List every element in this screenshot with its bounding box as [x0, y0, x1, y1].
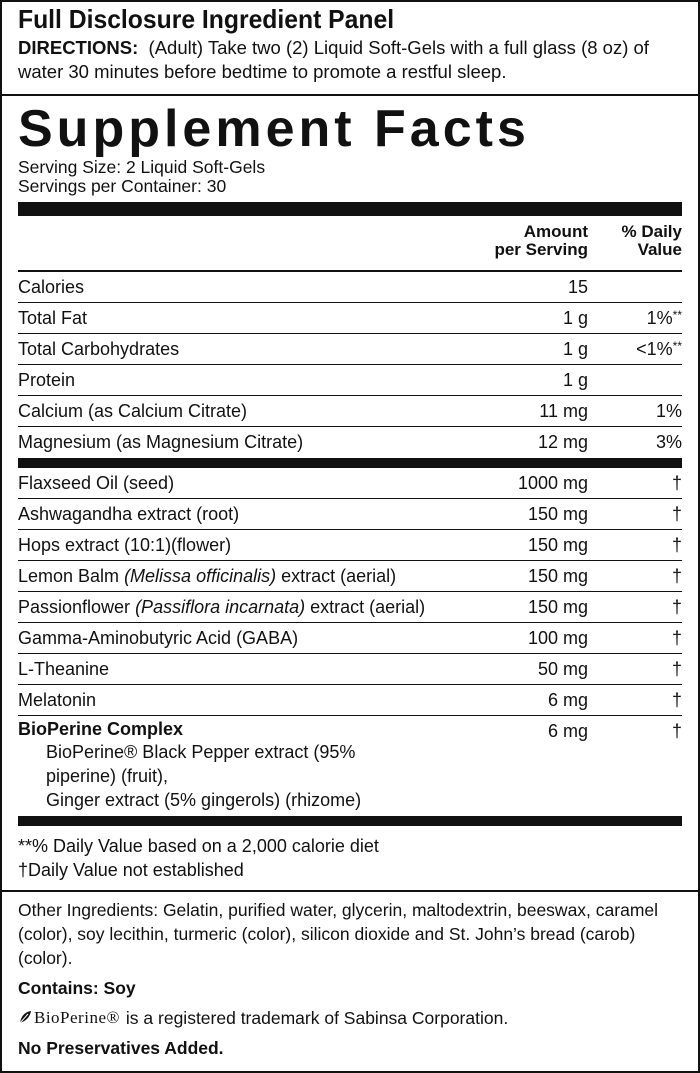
- row-name: [18, 566, 428, 587]
- divider-bar: [18, 458, 682, 468]
- row-amount: 15: [567, 276, 588, 297]
- amount-header: [478, 223, 588, 270]
- row-name-text: Total Carbohydrates: [18, 338, 180, 359]
- complex-name-block: [18, 719, 428, 812]
- row-amount: 150 mg: [527, 503, 588, 524]
- row-dv-text: 1%: [655, 400, 682, 421]
- row-name-suffix: extract (aerial): [276, 565, 397, 586]
- row-amount: 50 mg: [537, 658, 588, 679]
- row-daily-value: [588, 690, 682, 711]
- row-dv-mark: **: [672, 338, 682, 353]
- dv-footnote: **% Daily Value based on a 2,000 calorie diet: [18, 836, 379, 856]
- row-name: [18, 473, 428, 494]
- row-name-text: Protein: [18, 369, 76, 390]
- row-name-suffix: extract (aerial): [305, 596, 426, 617]
- row-name: [18, 535, 428, 556]
- row-dv-text: <1%: [636, 338, 673, 359]
- row-name-text: Gamma-Aminobutyric Acid (GABA): [18, 627, 299, 648]
- row-name-text: Total Fat: [18, 307, 88, 328]
- no-preservatives: No Preservatives Added.: [18, 1038, 224, 1058]
- row-amount: 100 mg: [527, 627, 588, 648]
- row-daily-value: [588, 566, 682, 587]
- row-name: [18, 597, 428, 618]
- row-name-text: Calories: [18, 276, 85, 297]
- row-name-text: Hops extract (10:1)(flower): [18, 534, 232, 555]
- row-amount: 1 g: [562, 369, 588, 390]
- row-name: [18, 339, 428, 360]
- supplement-facts: [2, 100, 698, 826]
- divider-bar: [18, 816, 682, 826]
- complex-dv: †: [671, 721, 682, 741]
- dv-header-line1: % Daily: [621, 222, 682, 241]
- row-name: [18, 504, 428, 525]
- row-name-text: Ashwagandha extract (root): [18, 503, 240, 524]
- row-daily-value: [588, 659, 682, 680]
- row-amount: 6 mg: [547, 689, 588, 710]
- amount-header-line2: per Serving: [494, 240, 588, 259]
- dagger-footnote: †Daily Value not established: [18, 860, 244, 880]
- complex-name: BioPerine Complex: [18, 719, 184, 739]
- nutrient-list: [18, 272, 682, 458]
- directions-label: DIRECTIONS:: [18, 37, 139, 58]
- row-daily-value: [588, 432, 682, 453]
- row-amount: 1 g: [562, 307, 588, 328]
- table-row: [18, 623, 682, 654]
- row-dv-text: †: [671, 596, 682, 617]
- row-dv-text: 1%: [646, 307, 673, 328]
- row-daily-value: [588, 535, 682, 556]
- row-name-latin: (Melissa officinalis): [124, 565, 277, 586]
- row-name: [18, 690, 428, 711]
- row-name-text: Melatonin: [18, 689, 97, 710]
- table-row: [18, 499, 682, 530]
- allergen-statement: Contains: Soy: [18, 978, 136, 998]
- row-daily-value: [588, 473, 682, 494]
- table-row: [18, 427, 682, 458]
- complex-line2: Ginger extract (5% gingerols) (rhizome): [46, 790, 362, 810]
- table-row: [18, 654, 682, 685]
- trademark-text: is a registered trademark of Sabinsa Corporation.: [125, 1008, 509, 1028]
- serving-size: Serving Size: 2 Liquid Soft-Gels: [18, 157, 266, 177]
- servings-per-container: Servings per Container: 30: [18, 176, 227, 196]
- row-name-text: Passionflower: [18, 596, 136, 617]
- row-dv-text: †: [671, 689, 682, 710]
- table-row: [18, 272, 682, 303]
- row-dv-text: †: [671, 534, 682, 555]
- row-daily-value: [588, 401, 682, 422]
- directions-text: (Adult) Take two (2) Liquid Soft-Gels with a full glass (8 oz) of water 30 minutes before bedtime to promote a restful sleep.: [18, 37, 649, 82]
- row-daily-value: [588, 628, 682, 649]
- table-row: [18, 396, 682, 427]
- row-amount: 12 mg: [537, 432, 588, 452]
- row-daily-value: [588, 308, 682, 329]
- table-row: [18, 303, 682, 334]
- other-info: [2, 892, 698, 1060]
- bioperine-complex-row: [18, 716, 682, 816]
- row-amount: 1 g: [562, 338, 588, 359]
- row-dv-text: †: [671, 627, 682, 648]
- row-daily-value: [588, 504, 682, 525]
- row-amount: 11 mg: [539, 400, 588, 421]
- row-dv-text: †: [671, 503, 682, 524]
- row-name-text: Magnesium (as Magnesium Citrate): [18, 432, 304, 452]
- bioperine-logo: [18, 1006, 120, 1030]
- divider-bar: [18, 202, 682, 216]
- complex-line1: BioPerine® Black Pepper extract (95% piperine) (fruit),: [46, 742, 356, 786]
- row-dv-text: †: [671, 565, 682, 586]
- row-amount: 1000 mg: [517, 472, 588, 493]
- row-daily-value: [588, 597, 682, 618]
- table-row: [18, 685, 682, 716]
- row-amount: 150 mg: [527, 534, 588, 555]
- row-name: [18, 432, 428, 453]
- row-name-text: L-Theanine: [18, 658, 110, 679]
- leaf-icon: [18, 1010, 32, 1024]
- directions: [18, 36, 682, 84]
- row-dv-text: 3%: [655, 432, 682, 452]
- row-amount: 150 mg: [527, 596, 588, 617]
- facts-title: Supplement Facts: [18, 100, 530, 158]
- panel-title: Full Disclosure Ingredient Panel: [18, 4, 395, 34]
- table-row: [18, 592, 682, 623]
- panel-header: [2, 2, 698, 96]
- row-name: [18, 370, 428, 391]
- row-name: [18, 401, 428, 422]
- row-amount: 150 mg: [527, 565, 588, 586]
- row-name: [18, 628, 428, 649]
- row-name: [18, 277, 428, 298]
- dv-header-line2: Value: [637, 240, 682, 259]
- row-name-latin: (Passiflora incarnata): [135, 596, 306, 617]
- footnotes: [2, 826, 698, 892]
- row-dv-mark: **: [672, 307, 682, 322]
- row-daily-value: [588, 339, 682, 360]
- bioperine-logo-text: BioPerine®: [34, 1008, 120, 1027]
- row-name: [18, 659, 428, 680]
- row-name-text: Flaxseed Oil (seed): [18, 472, 175, 493]
- row-name: [18, 308, 428, 329]
- complex-amount: 6 mg: [547, 721, 588, 741]
- daily-value-header: [588, 223, 682, 270]
- row-dv-text: †: [671, 658, 682, 679]
- table-row: [18, 530, 682, 561]
- table-row: [18, 561, 682, 592]
- column-headers: [18, 216, 682, 272]
- row-dv-text: †: [671, 472, 682, 493]
- table-row: [18, 365, 682, 396]
- row-name-text: Calcium (as Calcium Citrate): [18, 400, 248, 421]
- trademark-line: [18, 1006, 682, 1030]
- other-ingredients: Other Ingredients: Gelatin, purified water, glycerin, maltodextrin, beeswax, caramel (color), soy lecithin, turmeric (color), silicon dioxide and St. John’s bread (carob)(color).: [18, 900, 659, 968]
- table-row: [18, 334, 682, 365]
- amount-header-line1: Amount: [523, 222, 588, 241]
- ingredient-list: [18, 468, 682, 716]
- row-name-text: Lemon Balm: [18, 565, 125, 586]
- table-row: [18, 468, 682, 499]
